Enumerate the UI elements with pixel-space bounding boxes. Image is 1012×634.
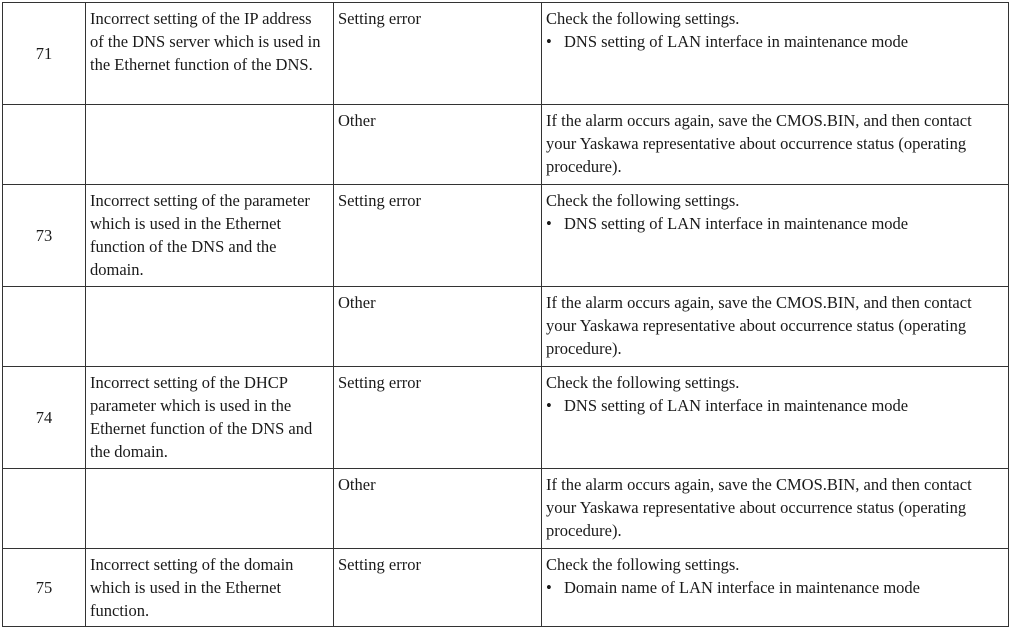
cause-cell: Other xyxy=(334,469,542,549)
remedy-intro: Check the following settings. xyxy=(546,191,740,210)
bullet-icon: • xyxy=(546,578,552,597)
remedy-intro: Check the following settings. xyxy=(546,9,740,28)
remedy-bullet-text: Domain name of LAN interface in maintenance mode xyxy=(564,578,920,597)
table-row xyxy=(3,287,1009,367)
cause-cell: Other xyxy=(334,105,542,185)
alarm-code-cell: 71 xyxy=(3,3,86,105)
description-cell xyxy=(86,287,334,367)
cause-cell: Other xyxy=(334,287,542,367)
remedy-bullet-item xyxy=(546,576,1004,599)
alarm-table xyxy=(2,2,1009,627)
description-cell: Incorrect setting of the domain which is used in the Ethernet function. xyxy=(86,549,334,627)
table-row xyxy=(3,367,1009,469)
alarm-code-cell: 73 xyxy=(3,185,86,287)
remedy-bullet-text: DNS setting of LAN interface in maintenance mode xyxy=(564,32,909,51)
cause-cell: Setting error xyxy=(334,549,542,627)
remedy-cell xyxy=(542,3,1009,105)
remedy-bullet-text: DNS setting of LAN interface in maintenance mode xyxy=(564,214,909,233)
remedy-cell: If the alarm occurs again, save the CMOS.BIN, and then contact your Yaskawa representative about occurrence status (operating procedure). xyxy=(542,287,1009,367)
remedy-cell: If the alarm occurs again, save the CMOS.BIN, and then contact your Yaskawa representative about occurrence status (operating procedure). xyxy=(542,469,1009,549)
alarm-code-cell xyxy=(3,287,86,367)
cause-cell: Setting error xyxy=(334,3,542,105)
remedy-cell xyxy=(542,549,1009,627)
remedy-bullet-item xyxy=(546,212,1004,235)
bullet-icon: • xyxy=(546,214,552,233)
bullet-icon: • xyxy=(546,32,552,51)
cause-cell: Setting error xyxy=(334,367,542,469)
table-row xyxy=(3,549,1009,627)
table-row xyxy=(3,469,1009,549)
bullet-icon: • xyxy=(546,396,552,415)
table-row xyxy=(3,105,1009,185)
table-row xyxy=(3,185,1009,287)
alarm-code-cell xyxy=(3,469,86,549)
remedy-intro: Check the following settings. xyxy=(546,373,740,392)
remedy-bullet-text: DNS setting of LAN interface in maintenance mode xyxy=(564,396,909,415)
alarm-code-cell: 75 xyxy=(3,549,86,627)
alarm-code-cell xyxy=(3,105,86,185)
description-cell xyxy=(86,105,334,185)
table-row xyxy=(3,3,1009,105)
remedy-cell xyxy=(542,367,1009,469)
remedy-bullet-item xyxy=(546,30,1004,53)
remedy-intro: Check the following settings. xyxy=(546,555,740,574)
alarm-code-cell: 74 xyxy=(3,367,86,469)
description-cell xyxy=(86,469,334,549)
remedy-bullet-item xyxy=(546,394,1004,417)
description-cell: Incorrect setting of the DHCP parameter which is used in the Ethernet function of the DNS and the domain. xyxy=(86,367,334,469)
remedy-cell: If the alarm occurs again, save the CMOS.BIN, and then contact your Yaskawa representative about occurrence status (operating procedure). xyxy=(542,105,1009,185)
description-cell: Incorrect setting of the IP address of the DNS server which is used in the Ethernet function of the DNS. xyxy=(86,3,334,105)
cause-cell: Setting error xyxy=(334,185,542,287)
remedy-cell xyxy=(542,185,1009,287)
description-cell: Incorrect setting of the parameter which is used in the Ethernet function of the DNS and the domain. xyxy=(86,185,334,287)
